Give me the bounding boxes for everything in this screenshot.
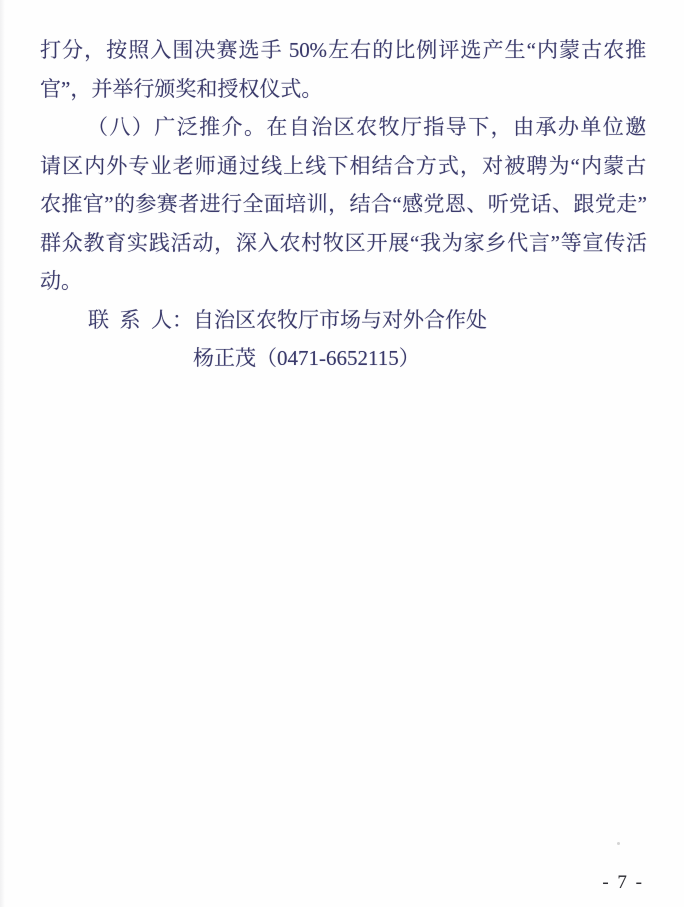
text-line-paragraph-start: （八）广泛推介。在自治区农牧厅指导下，由承办单位邀 <box>87 115 646 139</box>
text-line: 动。 <box>40 269 82 293</box>
text-line: 打分，按照入围决赛选手 50%左右的比例评选产生“内蒙古农推 <box>40 38 646 62</box>
contact-phone-line: 杨正茂（0471-6652115） <box>193 346 420 370</box>
scan-edge-shadow <box>0 0 5 907</box>
text-line: 群众教育实践活动，深入农村牧区开展“我为家乡代言”等宣传活 <box>40 230 646 255</box>
text-line: 农推官”的参赛者进行全面培训，结合“感党恩、听党话、跟党走” <box>40 192 646 216</box>
text-line: 官”，并举行颁奖和授权仪式。 <box>40 76 323 101</box>
text-line: 请区内外专业老师通过线上线下相结合方式，对被聘为“内蒙古 <box>40 153 646 178</box>
document-body <box>40 31 646 378</box>
scan-speck <box>617 842 620 845</box>
page-number: - 7 - <box>602 872 644 893</box>
contact-person-line: 联 系 人：自治区农牧厅市场与对外合作处 <box>88 307 487 332</box>
